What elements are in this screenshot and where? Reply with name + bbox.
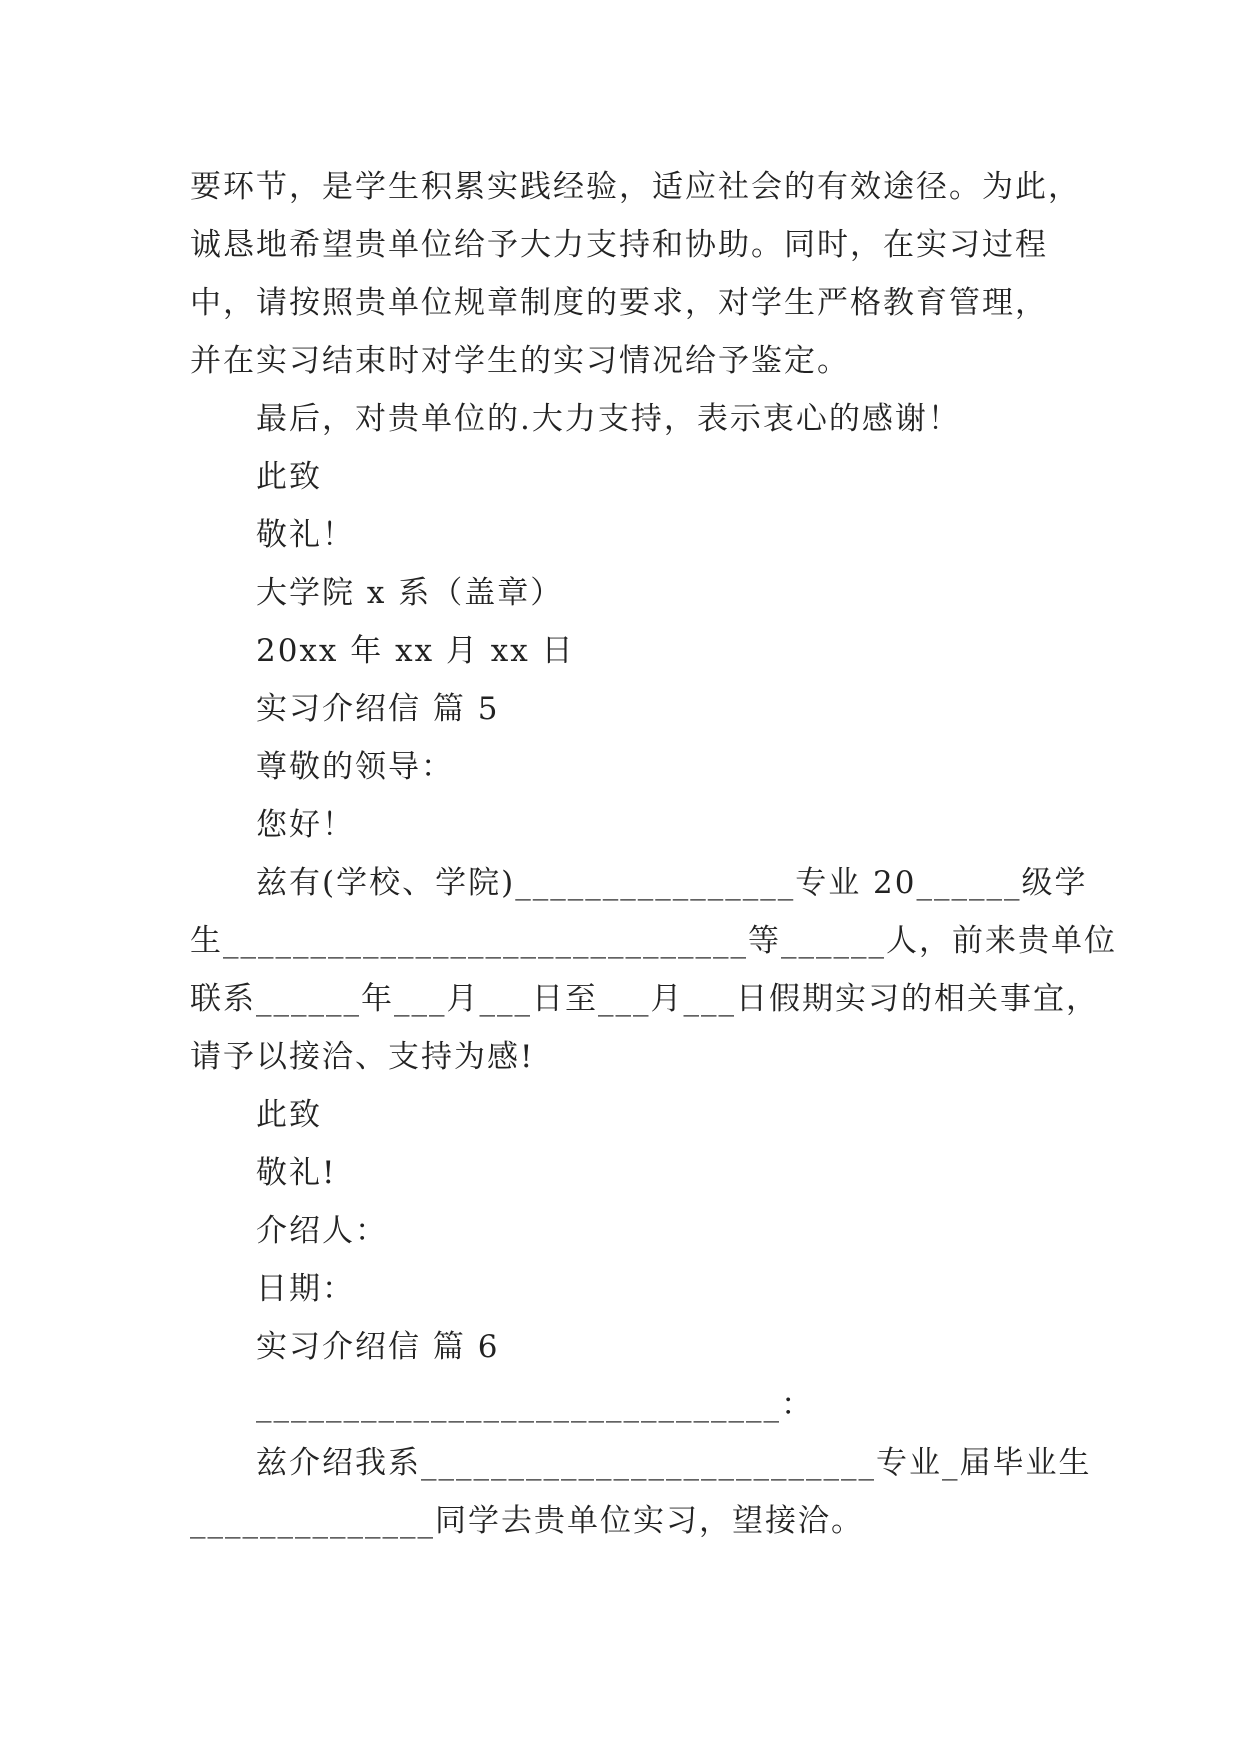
- introducer-label: 介绍人：: [256, 1213, 388, 1249]
- signature-department: 大学院 x 系（盖章）: [256, 575, 564, 611]
- date-label: 日期：: [256, 1271, 355, 1307]
- body-line: 中，请按照贵单位规章制度的要求，对学生严格教育管理，: [190, 285, 1048, 321]
- salutation-jingli: 敬礼！: [256, 517, 355, 553]
- body-line: 请予以接洽、支持为感!: [190, 1039, 535, 1075]
- body-line: ______________同学去贵单位实习，望接洽。: [190, 1503, 864, 1539]
- signature-date: 20xx 年 xx 月 xx 日: [256, 633, 575, 669]
- body-line: 要环节，是学生积累实践经验，适应社会的有效途径。为此，: [190, 169, 1081, 205]
- addressee-blank: ______________________________：: [256, 1387, 814, 1423]
- body-line: 诚恳地希望贵单位给予大力支持和协助。同时，在实习过程: [190, 227, 1048, 263]
- salutation-jingli: 敬礼!: [256, 1155, 337, 1191]
- greeting-hello: 您好！: [256, 807, 355, 843]
- section-title-5: 实习介绍信 篇 5: [256, 691, 500, 727]
- section-title-6: 实习介绍信 篇 6: [256, 1329, 500, 1365]
- document-body: [190, 158, 1117, 1550]
- body-line: 兹介绍我系__________________________专业_届毕业生: [256, 1445, 1092, 1481]
- greeting-leader: 尊敬的领导：: [256, 749, 454, 785]
- closing-thanks: 最后，对贵单位的.大力支持，表示衷心的感谢！: [256, 401, 961, 437]
- body-line: 兹有(学校、学院)________________专业 20______级学: [256, 865, 1088, 901]
- body-line: 生______________________________等______人，前来贵单位: [190, 923, 1117, 959]
- body-line: 联系______年___月___日至___月___日假期实习的相关事宜，: [190, 981, 1099, 1017]
- salutation-cizhi: 此致: [256, 459, 322, 495]
- salutation-cizhi: 此致: [256, 1097, 322, 1133]
- body-line: 并在实习结束时对学生的实习情况给予鉴定。: [190, 343, 850, 379]
